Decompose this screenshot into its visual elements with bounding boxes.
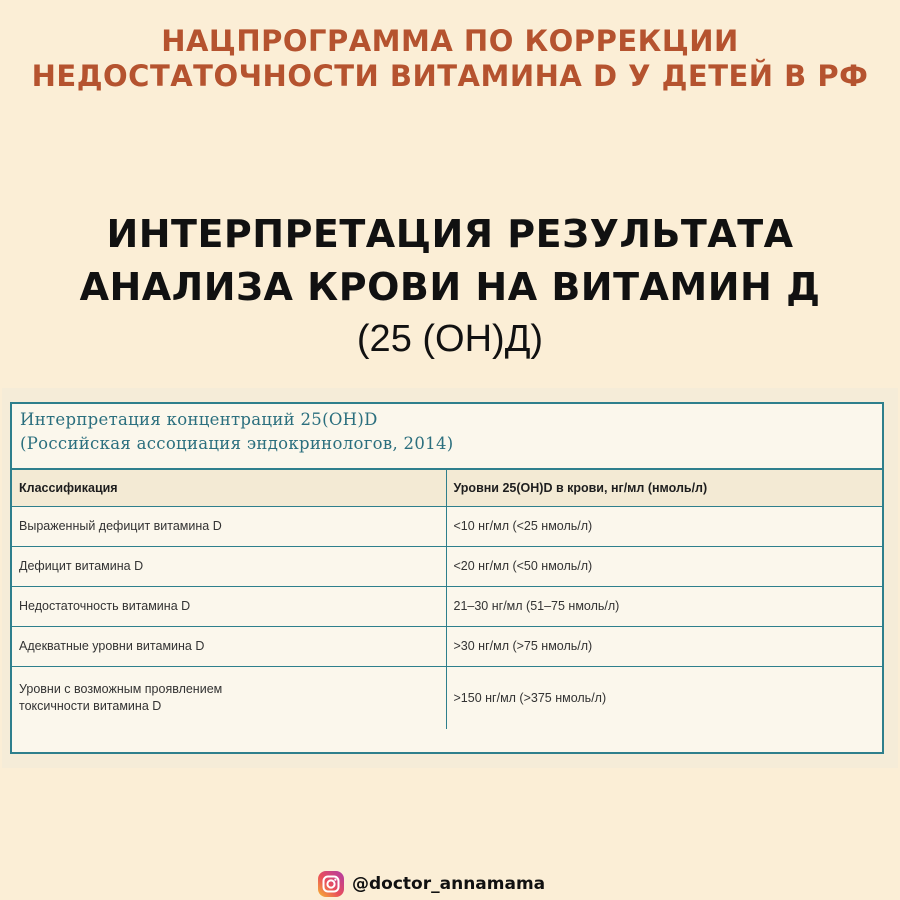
table-card <box>2 388 898 768</box>
table-row <box>12 507 882 547</box>
cell-level: >150 нг/мл (>375 нмоль/л) <box>446 667 882 730</box>
instagram-icon <box>318 871 344 897</box>
cell-level: <20 нг/мл (<50 нмоль/л) <box>446 547 882 587</box>
main-subtitle: (25 (ОН)Д) <box>356 318 544 360</box>
table-caption <box>12 404 882 470</box>
cell-classification: Дефицит витамина D <box>12 547 446 587</box>
cell-level: <10 нг/мл (<25 нмоль/л) <box>446 507 882 547</box>
cell-level: >30 нг/мл (>75 нмоль/л) <box>446 627 882 667</box>
table-row <box>12 667 882 730</box>
main-title-line-2: АНАЛИЗА КРОВИ НА ВИТАМИН Д <box>79 265 821 309</box>
column-header-classification: Классификация <box>12 470 446 507</box>
table-header-row <box>12 470 882 507</box>
column-header-level: Уровни 25(ОН)D в крови, нг/мл (нмоль/л) <box>446 470 882 507</box>
header-title <box>0 24 900 94</box>
cell-classification-line-1: Уровни с возможным проявлением <box>19 682 223 696</box>
header-line-2: НЕДОСТАТОЧНОСТИ ВИТАМИНА D У ДЕТЕЙ В РФ <box>31 59 869 93</box>
cell-classification-line-2: токсичности витамина D <box>19 699 162 713</box>
table-row <box>12 587 882 627</box>
footer <box>318 868 545 900</box>
main-title <box>0 208 900 314</box>
table-caption-line-1: Интерпретация концентраций 25(OH)D <box>20 410 378 429</box>
cell-level: 21–30 нг/мл (51–75 нмоль/л) <box>446 587 882 627</box>
table-row <box>12 547 882 587</box>
main-title-line-1: ИНТЕРПРЕТАЦИЯ РЕЗУЛЬТАТА <box>106 212 794 256</box>
table-row <box>12 627 882 667</box>
cell-classification: Выраженный дефицит витамина D <box>12 507 446 547</box>
table-caption-line-2: (Российская ассоциация эндокринологов, 2014) <box>20 434 454 453</box>
cell-classification <box>12 667 446 730</box>
cell-classification: Адекватные уровни витамина D <box>12 627 446 667</box>
instagram-handle[interactable]: @doctor_annamama <box>352 874 546 894</box>
header-line-1: НАЦПРОГРАММА ПО КОРРЕКЦИИ <box>161 24 739 58</box>
vitamin-d-table <box>12 470 882 729</box>
table-frame <box>10 402 884 754</box>
cell-classification: Недостаточность витамина D <box>12 587 446 627</box>
